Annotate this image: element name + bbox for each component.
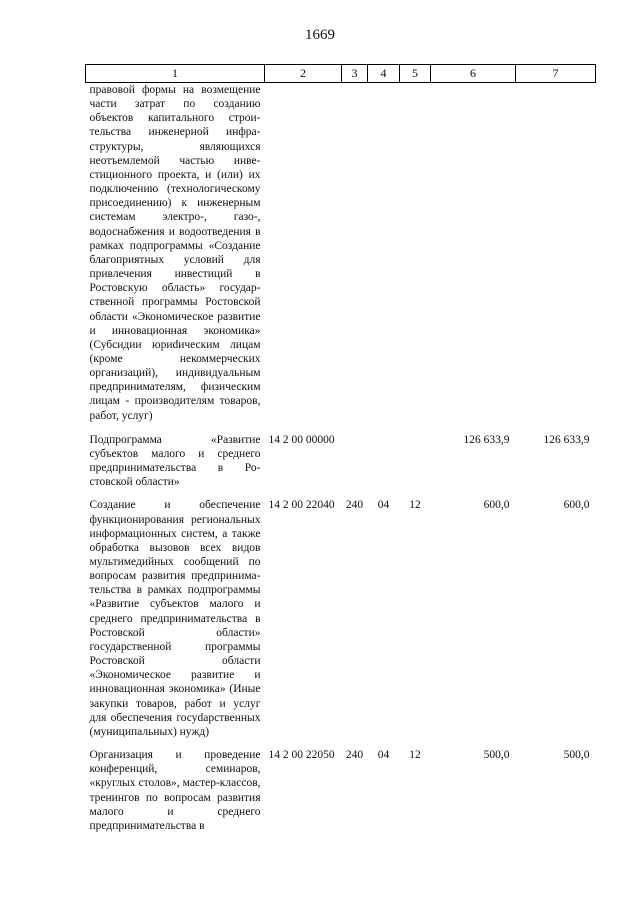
row-target-code	[265, 83, 342, 423]
table-row	[86, 739, 596, 833]
row-target-code: 14 2 00 22040	[268, 499, 335, 512]
row-amount-1: 500,0	[483, 749, 510, 762]
column-header-4: 4	[368, 65, 400, 83]
row-subsection: 12	[409, 499, 421, 512]
row-description: правовой формы на возмещение части затрат по созданию объектов капитального строительства инженерной инфраструктуры, являющихся неотъемлемой частью инвестиционного проекта, и (или) их подключению (технологическому присоединению) к инженерным системам электро-, газо-, водоснабжения и водоотведения в рамках подпрограммы «Создание благоприятных условий для привлечения инвестиций в Ростовскую область» государственной программы Ростовской области «Экономическое развитие и инновационная экономика» (Субсидии юриdическим лицам (кроме некоммерческих организаций), индивидуальным предпринимателям, физическим лицам - производителям товаров, работ, услуг)	[89, 84, 261, 422]
header-row	[86, 65, 596, 83]
row-target-code: 14 2 00 00000	[268, 433, 335, 446]
column-header-3: 3	[342, 65, 368, 83]
column-header-1: 1	[86, 65, 265, 83]
column-header-2: 2	[265, 65, 342, 83]
column-header-7: 7	[516, 65, 596, 83]
column-header-6: 6	[431, 65, 516, 83]
row-amount-1: 126 633,9	[463, 433, 510, 446]
table-row	[86, 423, 596, 490]
row-amount-1: 600,0	[483, 499, 510, 512]
table-row	[86, 83, 596, 423]
row-section: 04	[377, 749, 390, 762]
row-amount-2	[516, 83, 596, 423]
page-number: 1669	[305, 27, 335, 43]
row-subsection	[400, 83, 431, 423]
budget-table	[85, 64, 596, 833]
row-subsection: 12	[409, 749, 421, 762]
row-description: Создание и обеспечение функционирования региональных информационных систем, а также обработка вызовов всех видов мультимедийных сообщений по вопросам развития предпринимательства в рамках подпрограммы «Развитие субъектов малого и среднего предпринимательства в Ростовской области» государственной программы Ростовской области «Экономическое развитие и инновационная экономика» (Иные закупки товаров, работ и услуг для обеспечения госуdарственных (муниципальных) нужд)	[89, 499, 261, 738]
row-section	[368, 423, 400, 490]
row-description: Подпрограмма «Развитие субъектов малого и среднего предпринимательства в Ростовской области»	[89, 433, 261, 489]
row-amount-2: 500,0	[563, 749, 590, 762]
row-amount-1	[431, 83, 516, 423]
row-amount-2: 126 633,9	[543, 433, 590, 446]
column-header-5: 5	[400, 65, 431, 83]
row-expense-type	[342, 83, 368, 423]
row-amount-2: 600,0	[563, 499, 590, 512]
row-target-code: 14 2 00 22050	[268, 749, 335, 762]
row-description: Организация и проведение конференций, семинаров, «круглых столов», мастер-классов, тренингов по вопросам развития малого и среднего предпринимательства в	[89, 749, 261, 832]
row-subsection	[400, 423, 431, 490]
row-section	[368, 83, 400, 423]
row-expense-type: 240	[345, 499, 364, 512]
row-expense-type	[342, 423, 368, 490]
row-section: 04	[377, 499, 390, 512]
row-expense-type: 240	[345, 749, 364, 762]
table-row	[86, 489, 596, 739]
